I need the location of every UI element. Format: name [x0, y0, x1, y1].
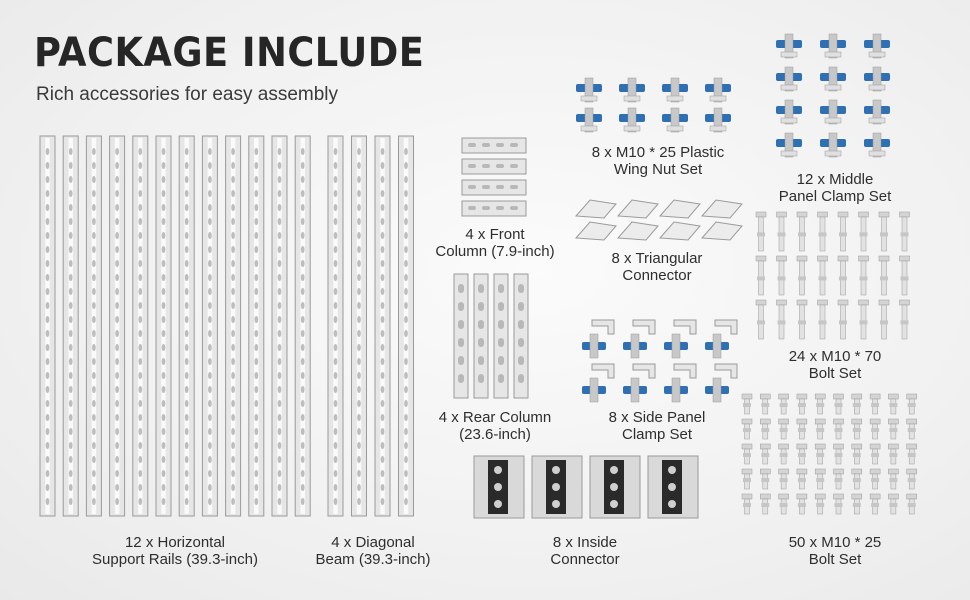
wing-nut-4 — [705, 78, 731, 102]
bolt-25-23 — [779, 444, 789, 464]
diagonal-beam-label: 4 x Diagonal Beam (39.3-inch) — [315, 534, 431, 568]
bolt-70-23 — [879, 300, 889, 339]
rail-5 — [133, 136, 148, 516]
bolt-25-45 — [815, 494, 825, 514]
bolt-25-38 — [870, 469, 880, 489]
bolt-70-5 — [838, 212, 848, 251]
wing-nut-set-image — [568, 74, 744, 136]
bolt-25-42 — [760, 494, 770, 514]
bolt-25-set-image — [740, 392, 926, 520]
middle-panel-clamp-image — [770, 30, 900, 164]
triangular-connector-3 — [660, 200, 700, 218]
rail-10 — [249, 136, 264, 516]
wing-nut-set-label: 8 x M10 * 25 Plastic Wing Nut Set — [591, 144, 725, 178]
side-clamp-6 — [623, 364, 655, 402]
bolt-25-36 — [834, 469, 844, 489]
bolt-70-20 — [818, 300, 828, 339]
bolt-25-6 — [834, 394, 844, 414]
beam-1 — [328, 136, 343, 516]
front-column-1 — [462, 138, 526, 153]
middle-clamp-3 — [864, 34, 890, 58]
inside-connector-label: 8 x Inside Connector — [550, 534, 620, 568]
rear-column-2 — [474, 274, 488, 398]
bolt-25-4 — [797, 394, 807, 414]
rail-8 — [202, 136, 217, 516]
triangular-connector-image — [572, 196, 746, 246]
bolt-70-6 — [859, 212, 869, 251]
wing-nut-1 — [576, 78, 602, 102]
rail-6 — [156, 136, 171, 516]
bolt-25-18 — [870, 419, 880, 439]
middle-clamp-1 — [776, 34, 802, 58]
rail-11 — [272, 136, 287, 516]
rear-column-4 — [514, 274, 528, 398]
bolt-70-21 — [838, 300, 848, 339]
side-panel-clamp-label: 8 x Side Panel Clamp Set — [608, 409, 706, 443]
side-clamp-2 — [623, 320, 655, 358]
bolt-25-37 — [852, 469, 862, 489]
middle-clamp-9 — [864, 100, 890, 124]
bolt-25-35 — [815, 469, 825, 489]
bolt-25-5 — [815, 394, 825, 414]
bolt-25-27 — [852, 444, 862, 464]
bolt-70-12 — [818, 256, 828, 295]
beam-2 — [352, 136, 367, 516]
bolt-70-22 — [859, 300, 869, 339]
bolt-70-set-image — [752, 210, 922, 340]
bolt-25-33 — [779, 469, 789, 489]
bolt-25-1 — [742, 394, 752, 414]
triangular-connector-1 — [576, 200, 616, 218]
bolt-25-40 — [907, 469, 917, 489]
triangular-connector-5 — [576, 222, 616, 240]
bolt-25-9 — [888, 394, 898, 414]
bolt-25-10 — [907, 394, 917, 414]
bolt-25-21 — [742, 444, 752, 464]
bolt-70-1 — [756, 212, 766, 251]
bolt-25-8 — [870, 394, 880, 414]
triangular-connector-6 — [618, 222, 658, 240]
rear-column-image — [448, 270, 538, 402]
wing-nut-3 — [662, 78, 688, 102]
bolt-25-16 — [834, 419, 844, 439]
bolt-70-set-label: 24 x M10 * 70 Bolt Set — [788, 348, 882, 382]
side-clamp-4 — [705, 320, 737, 358]
middle-clamp-4 — [776, 67, 802, 91]
bolt-25-20 — [907, 419, 917, 439]
bolt-25-48 — [870, 494, 880, 514]
bolt-70-15 — [879, 256, 889, 295]
bolt-70-2 — [777, 212, 787, 251]
front-column-label: 4 x Front Column (7.9-inch) — [435, 226, 555, 260]
rail-12 — [295, 136, 310, 516]
horizontal-rails-label: 12 x Horizontal Support Rails (39.3-inch) — [92, 534, 258, 568]
middle-clamp-12 — [864, 133, 890, 157]
rail-1 — [40, 136, 55, 516]
bolt-25-14 — [797, 419, 807, 439]
bolt-25-25 — [815, 444, 825, 464]
bolt-25-28 — [870, 444, 880, 464]
bolt-25-43 — [779, 494, 789, 514]
wing-nut-7 — [662, 108, 688, 132]
bolt-70-3 — [797, 212, 807, 251]
bolt-70-9 — [756, 256, 766, 295]
inside-connector-4 — [648, 456, 698, 518]
bolt-70-13 — [838, 256, 848, 295]
triangular-connector-label: 8 x Triangular Connector — [611, 250, 703, 284]
side-clamp-1 — [582, 320, 614, 358]
bolt-25-47 — [852, 494, 862, 514]
rear-column-label: 4 x Rear Column (23.6-inch) — [438, 409, 552, 443]
bolt-25-12 — [760, 419, 770, 439]
inside-connector-3 — [590, 456, 640, 518]
bolt-25-39 — [888, 469, 898, 489]
side-panel-clamp-image — [576, 316, 744, 404]
page-subtitle: Rich accessories for easy assembly — [36, 84, 338, 105]
middle-clamp-10 — [776, 133, 802, 157]
rail-7 — [179, 136, 194, 516]
middle-clamp-11 — [820, 133, 846, 157]
bolt-70-4 — [818, 212, 828, 251]
bolt-25-set-label: 50 x M10 * 25 Bolt Set — [788, 534, 882, 568]
rear-column-3 — [494, 274, 508, 398]
inside-connector-1 — [474, 456, 524, 518]
side-clamp-5 — [582, 364, 614, 402]
triangular-connector-7 — [660, 222, 700, 240]
bolt-25-17 — [852, 419, 862, 439]
inside-connector-2 — [532, 456, 582, 518]
triangular-connector-2 — [618, 200, 658, 218]
middle-clamp-8 — [820, 100, 846, 124]
rail-9 — [226, 136, 241, 516]
bolt-25-46 — [834, 494, 844, 514]
rail-4 — [110, 136, 125, 516]
side-clamp-8 — [705, 364, 737, 402]
bolt-70-17 — [756, 300, 766, 339]
bolt-70-7 — [879, 212, 889, 251]
bolt-25-13 — [779, 419, 789, 439]
bolt-25-11 — [742, 419, 752, 439]
bolt-25-19 — [888, 419, 898, 439]
bolt-70-11 — [797, 256, 807, 295]
bolt-25-7 — [852, 394, 862, 414]
middle-clamp-5 — [820, 67, 846, 91]
triangular-connector-8 — [702, 222, 742, 240]
bolt-70-24 — [900, 300, 910, 339]
bolt-25-26 — [834, 444, 844, 464]
bolt-25-15 — [815, 419, 825, 439]
horizontal-rails-image — [36, 132, 318, 524]
rail-2 — [63, 136, 78, 516]
bolt-25-50 — [907, 494, 917, 514]
bolt-25-32 — [760, 469, 770, 489]
front-column-3 — [462, 180, 526, 195]
bolt-25-29 — [888, 444, 898, 464]
rear-column-1 — [454, 274, 468, 398]
wing-nut-2 — [619, 78, 645, 102]
diagonal-beam-image — [324, 132, 420, 524]
bolt-25-30 — [907, 444, 917, 464]
bolt-70-14 — [859, 256, 869, 295]
bolt-70-16 — [900, 256, 910, 295]
side-clamp-7 — [664, 364, 696, 402]
rail-3 — [86, 136, 101, 516]
wing-nut-6 — [619, 108, 645, 132]
bolt-25-49 — [888, 494, 898, 514]
bolt-70-10 — [777, 256, 787, 295]
page-title: PACKAGE INCLUDE — [34, 30, 425, 76]
front-column-2 — [462, 159, 526, 174]
middle-clamp-7 — [776, 100, 802, 124]
bolt-25-41 — [742, 494, 752, 514]
inside-connector-image — [470, 450, 702, 522]
side-clamp-3 — [664, 320, 696, 358]
bolt-25-22 — [760, 444, 770, 464]
bolt-70-18 — [777, 300, 787, 339]
middle-panel-clamp-label: 12 x Middle Panel Clamp Set — [778, 171, 892, 205]
bolt-25-31 — [742, 469, 752, 489]
middle-clamp-6 — [864, 67, 890, 91]
beam-3 — [375, 136, 390, 516]
front-column-image — [456, 134, 532, 224]
triangular-connector-4 — [702, 200, 742, 218]
bolt-70-19 — [797, 300, 807, 339]
bolt-25-34 — [797, 469, 807, 489]
bolt-25-44 — [797, 494, 807, 514]
front-column-4 — [462, 201, 526, 216]
beam-4 — [399, 136, 414, 516]
bolt-25-2 — [760, 394, 770, 414]
wing-nut-5 — [576, 108, 602, 132]
wing-nut-8 — [705, 108, 731, 132]
bolt-70-8 — [900, 212, 910, 251]
bolt-25-24 — [797, 444, 807, 464]
middle-clamp-2 — [820, 34, 846, 58]
bolt-25-3 — [779, 394, 789, 414]
